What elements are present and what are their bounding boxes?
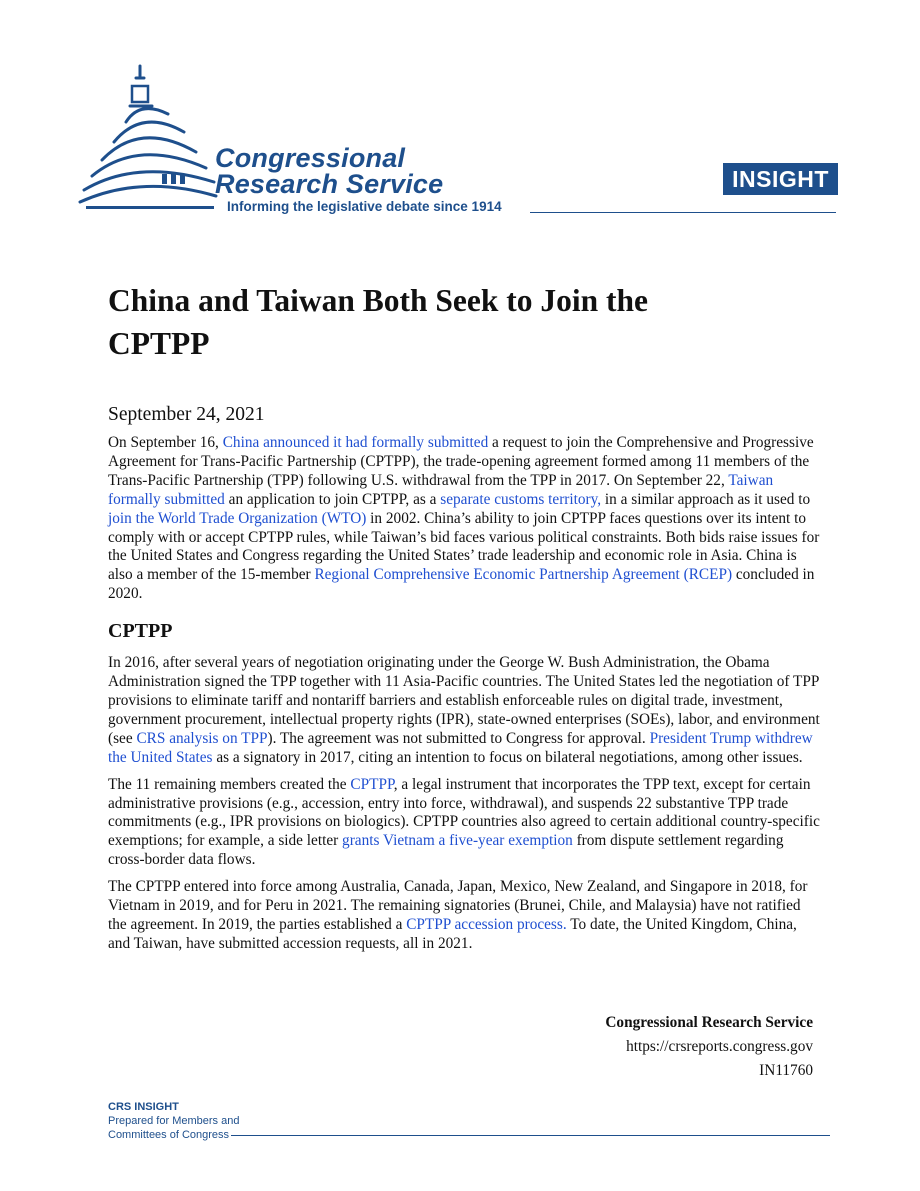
cptpp-paragraph-2	[108, 776, 820, 871]
report-body	[108, 402, 820, 962]
footer-line-3: Committees of Congress	[108, 1129, 230, 1141]
text-span: To date, the United Kingdom, China, and Taiwan, have submitted accession requests, all in 2021.	[108, 915, 797, 952]
text-span: as a signatory in 2017, citing an intention to focus on bilateral negotiations, among other issues.	[212, 748, 803, 766]
text-span: In 2016, after several years of negotiation originating under the George W. Bush Administration, the Obama Administration signed the TPP together with 11 Asia-Pacific countries. The United States led the negotiation of TPP provisions to eliminate tariff and nontariff barriers and establish enforceable rules on digital trade, investment, government procurement, intellectual property rights (IPR), state-owned enterprises (SOEs), labor, and environment (see	[108, 654, 820, 747]
text-span: concluded in 2020.	[108, 566, 815, 603]
capitol-dome-logo-icon	[78, 62, 223, 217]
page-footer	[108, 1100, 830, 1142]
rcep-link[interactable]: Regional Comprehensive Economic Partnership Agreement (RCEP)	[314, 566, 733, 584]
footer-line-2: Prepared for Members and	[108, 1115, 240, 1127]
text-span: in a similar approach as it used to	[601, 490, 811, 508]
vietnam-exemption-link[interactable]: grants Vietnam a five-year exemption	[342, 832, 573, 850]
text-span: a request to join the Comprehensive and Progressive Agreement for Trans-Pacific Partnership (CPTPP), the trade-opening agreement formed among 11 members of the Trans-Pacific Partnership (TPP) following U.S. withdrawal from the TPP in 2017. On September 22,	[108, 434, 814, 489]
publication-date: September 24, 2021	[108, 404, 265, 425]
text-span: in 2002. China’s ability to join CPTPP faces questions over its intent to comply with or accept CPTPP rules, while Taiwan’s bid faces various political constraints. Both bids raise issues for the United States and Congress regarding the United States’ trade leadership and economic role in Asia. China is also a member of the 15-member	[108, 509, 820, 584]
report-header	[78, 62, 838, 222]
intro-paragraph	[108, 434, 820, 604]
org-name-line-1: Congressional	[215, 143, 406, 173]
text-span: ). The agreement was not submitted to Congress for approval.	[267, 729, 650, 747]
text-span: The 11 remaining members created the	[108, 775, 351, 793]
cptpp-link[interactable]: CPTPP	[350, 775, 394, 793]
cptpp-paragraph-3	[108, 878, 820, 954]
taiwan-submission-link[interactable]: Taiwan formally submitted	[108, 471, 774, 508]
signature-url: https://crsreports.congress.gov	[626, 1038, 813, 1055]
crs-analysis-tpp-link[interactable]: CRS analysis on TPP	[136, 729, 268, 747]
text-span: On September 16,	[108, 434, 223, 451]
text-span: from dispute settlement regarding cross-border data flows.	[108, 832, 784, 869]
tagline-rule	[530, 212, 836, 213]
accession-process-link[interactable]: CPTPP accession process.	[406, 915, 567, 933]
text-span: The CPTPP entered into force among Australia, Canada, Japan, Mexico, New Zealand, and Singapore in 2018, for Vietnam in 2019, and for Peru in 2021. The remaining signatories (Brunei, Chile, and Malaysia) have not ratified the agreement. In 2019, the parties established a	[108, 878, 808, 933]
trump-withdrawal-link[interactable]: President Trump withdrew the United States	[108, 729, 813, 766]
text-span: , a legal instrument that incorporates the TPP text, except for certain administrative provisions (e.g., accession, entry into force, withdrawal), and suspends 22 substantive TPP trade commitments (e.g., IPR provisions on biologics). CPTPP countries also agreed to certain additional country-specific exemptions; for example, a side letter	[108, 775, 820, 850]
signature-block	[605, 1013, 813, 1081]
org-tagline: Informing the legislative debate since 1914	[227, 199, 502, 214]
section-heading-cptpp: CPTPP	[108, 620, 173, 643]
signature-org: Congressional Research Service	[605, 1014, 813, 1031]
footer-row	[108, 1128, 830, 1142]
wto-accession-link[interactable]: join the World Trade Organization (WTO)	[108, 509, 367, 527]
org-name-line-2: Research Service	[215, 169, 444, 199]
text-span: an application to join CPTPP, as a	[224, 490, 441, 508]
report-id: IN11760	[759, 1062, 813, 1079]
footer-rule	[231, 1135, 830, 1136]
cptpp-paragraph-1	[108, 654, 820, 767]
china-announcement-link[interactable]: China announced it had formally submitted	[222, 434, 489, 451]
page-title: China and Taiwan Both Seek to Join the CPTPP	[108, 283, 649, 361]
footer-label: CRS INSIGHT	[108, 1101, 179, 1113]
insight-badge: INSIGHT	[723, 163, 838, 195]
separate-customs-territory-link[interactable]: separate customs territory,	[440, 490, 602, 508]
